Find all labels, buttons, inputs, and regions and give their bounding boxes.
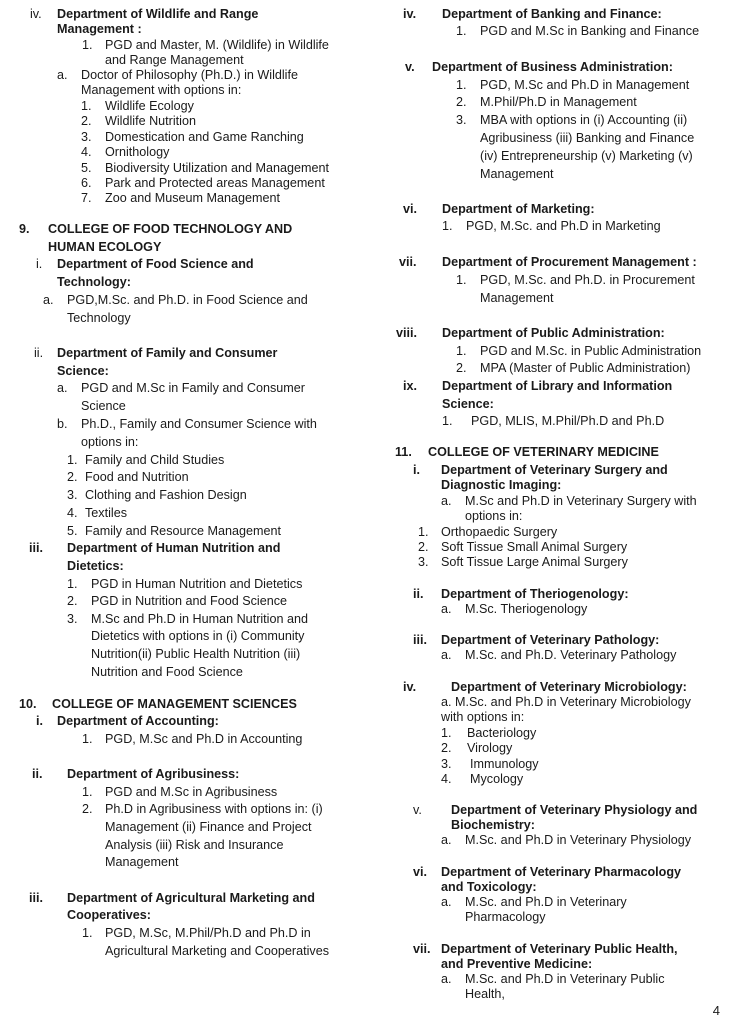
text-line: Biodiversity Utilization and Management (105, 161, 330, 175)
text-line: a. M.Sc. and Ph.D in Veterinary Microbiology (441, 695, 691, 709)
text-line: MPA (Master of Public Administration) (480, 361, 691, 375)
heading-line: Cooperatives: (67, 908, 151, 922)
text-line: 1. (456, 78, 467, 92)
text-line: Dietetics with options in (i) Community (91, 629, 305, 643)
heading-line: Biochemistry: (451, 818, 535, 832)
heading-line: COLLEGE OF FOOD TECHNOLOGY AND (48, 222, 293, 236)
text-line: a. (57, 68, 68, 82)
text-line: 2. (82, 802, 93, 816)
text-line: a. (43, 293, 54, 307)
heading-line: iv. (403, 680, 417, 694)
text-line: 3. (418, 555, 429, 569)
text-line: M.Sc. and Ph.D in Veterinary (465, 895, 627, 909)
text-line: 1. (442, 414, 453, 428)
text-line: 2. (456, 361, 467, 375)
text-line: i. (36, 257, 43, 271)
text-line: and Range Management (105, 53, 244, 67)
heading-line: i. (413, 463, 420, 477)
text-line: PGD and M.Sc. in Public Administration (480, 344, 702, 358)
text-line: 2. (67, 470, 78, 484)
heading-line: 11. (395, 445, 412, 459)
heading-line: Dietetics: (67, 559, 124, 573)
text-line: options in: (81, 435, 139, 449)
text-line: Management (480, 291, 554, 305)
text-line: 4. (441, 772, 452, 786)
heading-line: Department of Marketing: (442, 202, 595, 216)
text-line: Immunology (470, 757, 539, 771)
text-line: PGD, M.Sc. and Ph.D. in Procurement (480, 273, 695, 287)
text-line: 5. (67, 524, 78, 538)
heading-line: Science: (442, 397, 494, 411)
heading-line: Department of Wildlife and Range (57, 7, 259, 21)
heading-line: iii. (29, 541, 43, 555)
heading-line: Department of Food Science and (57, 257, 254, 271)
heading-line: vii. (413, 942, 431, 956)
text-line: PGD, M.Sc and Ph.D in Management (480, 78, 690, 92)
text-line: ii. (34, 346, 44, 360)
heading-line: Department of Family and Consumer (57, 346, 278, 360)
heading-line: vi. (403, 202, 418, 216)
heading-line: vi. (413, 865, 428, 879)
text-line: with options in: (441, 710, 525, 724)
heading-line: iv. (403, 7, 417, 21)
text-line: Ph.D., Family and Consumer Science with (81, 417, 317, 431)
text-line: 3. (81, 130, 92, 144)
text-line: Agribusiness (iii) Banking and Finance (480, 131, 695, 145)
text-line: 1. (81, 99, 92, 113)
text-line: M.Sc. Theriogenology (465, 602, 588, 616)
heading-line: Department of Veterinary Pathology: (441, 633, 660, 647)
text-line: Analysis (iii) Risk and Insurance (105, 838, 284, 852)
text-line: 1. (67, 577, 78, 591)
heading-line: Department of Business Administration: (432, 60, 673, 74)
text-line: PGD in Human Nutrition and Dietetics (91, 577, 303, 591)
text-line: PGD and M.Sc in Agribusiness (105, 785, 278, 799)
text-line: PGD in Nutrition and Food Science (91, 594, 288, 608)
heading-line: Department of Theriogenology: (441, 587, 629, 601)
heading-line: Department of Human Nutrition and (67, 541, 281, 555)
text-line: Food and Nutrition (85, 470, 189, 484)
heading-line: iii. (413, 633, 427, 647)
text-line: Mycology (470, 772, 524, 786)
text-line: b. (57, 417, 68, 431)
text-line: Textiles (85, 506, 127, 520)
text-line: 2. (67, 594, 78, 608)
text-line: options in: (465, 509, 523, 523)
text-line: Management (480, 167, 554, 181)
heading-line: Department of Agricultural Marketing and (67, 891, 315, 905)
heading-line: Department of Public Administration: (442, 326, 665, 340)
heading-line: ix. (403, 379, 418, 393)
heading-line: Department of Agribusiness: (67, 767, 240, 781)
text-line: PGD and M.Sc in Family and Consumer (81, 381, 305, 395)
heading-line: Management : (57, 22, 142, 36)
heading-line: Department of Veterinary Pharmacology (441, 865, 682, 879)
text-line: M.Sc and Ph.D in Human Nutrition and (91, 612, 308, 626)
text-line: 1. (418, 525, 429, 539)
heading-line: Department of Veterinary Public Health, (441, 942, 678, 956)
text-line: Domestication and Game Ranching (105, 130, 304, 144)
text-line: (iv) Entrepreneurship (v) Marketing (v) (480, 149, 693, 163)
heading-line: i. (36, 714, 43, 728)
text-line: M.Sc. and Ph.D in Veterinary Physiology (465, 833, 692, 847)
text-line: PGD and Master, M. (Wildlife) in Wildlife (105, 38, 329, 52)
text-line: Management with options in: (81, 83, 242, 97)
heading-line: Department of Library and Information (442, 379, 673, 393)
text-line: 5. (81, 161, 92, 175)
text-line: 6. (81, 176, 92, 190)
text-line: Clothing and Fashion Design (85, 488, 247, 502)
text-line: Park and Protected areas Management (105, 176, 325, 190)
text-line: Agricultural Marketing and Cooperatives (105, 944, 330, 958)
heading-line: and Preventive Medicine: (441, 957, 593, 971)
text-line: a. (441, 602, 452, 616)
text-line: iv. (30, 7, 42, 21)
text-line: Pharmacology (465, 910, 546, 924)
heading-line: Department of Procurement Management : (442, 255, 697, 269)
text-line: 2. (441, 741, 452, 755)
page-number: 4 (712, 1003, 720, 1018)
heading-line: viii. (396, 326, 417, 340)
heading-line: Department of Accounting: (57, 714, 219, 728)
text-line: MBA with options in (i) Accounting (ii) (480, 113, 688, 127)
text-line: Family and Child Studies (85, 453, 225, 467)
text-line: Soft Tissue Small Animal Surgery (441, 540, 628, 554)
text-line: M.Phil/Ph.D in Management (480, 95, 637, 109)
text-line: M.Sc and Ph.D in Veterinary Surgery with (465, 494, 697, 508)
heading-line: Technology: (57, 275, 131, 289)
text-line: 2. (81, 114, 92, 128)
heading-line: iii. (29, 891, 43, 905)
text-line: Technology (67, 311, 131, 325)
text-line: 3. (456, 113, 467, 127)
text-line: a. (441, 648, 452, 662)
heading-line: COLLEGE OF MANAGEMENT SCIENCES (52, 697, 297, 711)
text-line: a. (57, 381, 68, 395)
text-line: 1. (82, 926, 93, 940)
text-line: Zoo and Museum Management (105, 191, 281, 205)
text-line: Management (ii) Finance and Project (105, 820, 312, 834)
text-line: 1. (82, 732, 93, 746)
heading-line: 9. (19, 222, 30, 236)
text-line: Management (105, 855, 179, 869)
heading-line: 10. (19, 697, 37, 711)
text-line: Doctor of Philosophy (Ph.D.) in Wildlife (81, 68, 298, 82)
text-line: 3. (441, 757, 452, 771)
text-line: Health, (465, 987, 505, 1001)
text-line: 3. (67, 488, 78, 502)
text-line: 1. (456, 273, 467, 287)
text-line: 1. (82, 785, 93, 799)
text-line: Soft Tissue Large Animal Surgery (441, 555, 628, 569)
text-line: PGD, M.Sc, M.Phil/Ph.D and Ph.D in (105, 926, 311, 940)
text-line: 1. (456, 344, 467, 358)
text-line: Wildlife Nutrition (105, 114, 196, 128)
heading-line: ii. (32, 767, 43, 781)
heading-line: HUMAN ECOLOGY (48, 240, 162, 254)
heading-line: Department of Veterinary Physiology and (451, 803, 698, 817)
heading-line: vii. (399, 255, 417, 269)
text-line: 4. (67, 506, 78, 520)
text-line: PGD, MLIS, M.Phil/Ph.D and Ph.D (471, 414, 665, 428)
text-line: PGD,M.Sc. and Ph.D. in Food Science and (67, 293, 308, 307)
text-line: 3. (67, 612, 78, 626)
heading-line: Department of Veterinary Microbiology: (451, 680, 687, 694)
text-line: Orthopaedic Surgery (441, 525, 558, 539)
text-line: a. (441, 895, 452, 909)
heading-line: Diagnostic Imaging: (441, 478, 562, 492)
text-line: Bacteriology (467, 726, 537, 740)
text-line: 1. (67, 453, 78, 467)
text-line: Science (81, 399, 126, 413)
text-line: PGD and M.Sc in Banking and Finance (480, 24, 700, 38)
text-line: M.Sc. and Ph.D in Veterinary Public (465, 972, 665, 986)
text-line: 1. (442, 219, 453, 233)
text-line: Nutrition and Food Science (91, 665, 243, 679)
text-line: 2. (418, 540, 429, 554)
text-line: 7. (81, 191, 92, 205)
heading-line: and Toxicology: (441, 880, 537, 894)
text-line: 2. (456, 95, 467, 109)
heading-line: Department of Banking and Finance: (442, 7, 662, 21)
heading-line: COLLEGE OF VETERINARY MEDICINE (428, 445, 659, 459)
text-line: M.Sc. and Ph.D. Veterinary Pathology (465, 648, 677, 662)
text-line: Nutrition(ii) Public Health Nutrition (iii) (91, 647, 301, 661)
text-line: PGD, M.Sc and Ph.D in Accounting (105, 732, 303, 746)
text-line: a. (441, 833, 452, 847)
text-line: v. (413, 803, 422, 817)
heading-line: Department of Veterinary Surgery and (441, 463, 668, 477)
heading-line: Science: (57, 364, 109, 378)
text-line: 1. (82, 38, 93, 52)
text-line: Wildlife Ecology (105, 99, 194, 113)
text-line: a. (441, 494, 452, 508)
text-line: Family and Resource Management (85, 524, 281, 538)
text-line: 1. (456, 24, 467, 38)
text-line: Ornithology (105, 145, 170, 159)
text-line: Virology (467, 741, 513, 755)
heading-line: v. (405, 60, 415, 74)
text-line: a. (441, 972, 452, 986)
text-line: 1. (441, 726, 452, 740)
text-line: PGD, M.Sc. and Ph.D in Marketing (466, 219, 661, 233)
text-line: Ph.D in Agribusiness with options in: (i) (105, 802, 323, 816)
text-line: 4. (81, 145, 92, 159)
heading-line: ii. (413, 587, 424, 601)
